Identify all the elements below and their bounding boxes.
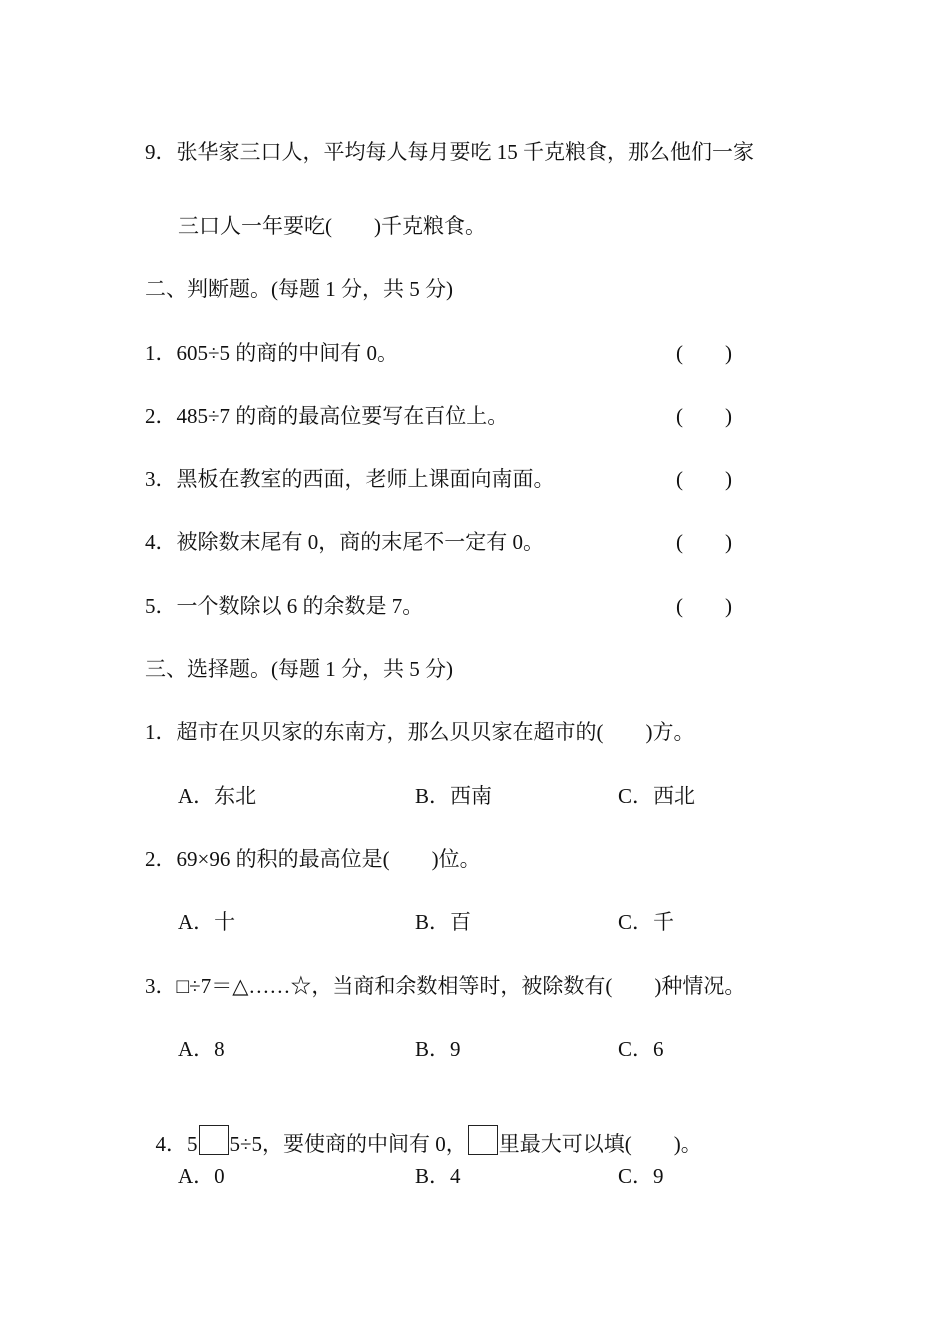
choice-q2-stem: 2．69×96 的积的最高位是( )位。: [145, 847, 481, 871]
choice-q2-option-a[interactable]: A．十: [178, 910, 236, 934]
blank-box: [468, 1125, 498, 1155]
choice-q3-option-b[interactable]: B．9: [415, 1037, 461, 1061]
choice-q3-option-a[interactable]: A．8: [178, 1037, 225, 1061]
judge-answer-3[interactable]: ( ): [676, 467, 732, 491]
choice-q4-option-b[interactable]: B．4: [415, 1164, 461, 1188]
choice-q3-stem: 3．□÷7＝△……☆，当商和余数相等时，被除数有( )种情况。: [145, 974, 746, 998]
judge-answer-4[interactable]: ( ): [676, 530, 732, 554]
judge-item-3: 3．黑板在教室的西面，老师上课面向南面。: [145, 467, 555, 491]
choice-q1-option-c[interactable]: C．西北: [618, 784, 696, 808]
judge-item-2: 2．485÷7 的商的最高位要写在百位上。: [145, 404, 509, 428]
choice-q2-option-c[interactable]: C．千: [618, 910, 675, 934]
choice-q1-option-b[interactable]: B．西南: [415, 784, 493, 808]
choice-q4-option-c[interactable]: C．9: [618, 1164, 664, 1188]
question-9-line-1: 9．张华家三口人，平均每人每月要吃 15 千克粮食，那么他们一家: [145, 140, 754, 164]
choice-q4-stem-part-b: 5÷5，要使商的中间有 0，: [229, 1132, 467, 1156]
choice-q4-stem-part-a: 4．5: [155, 1132, 198, 1156]
blank-box: [199, 1125, 229, 1155]
choice-q4-stem: [145, 1099, 702, 1157]
section-2-heading: 二、判断题。(每题 1 分，共 5 分): [145, 277, 453, 301]
section-3-heading: 三、选择题。(每题 1 分，共 5 分): [145, 657, 453, 681]
choice-q4-option-a[interactable]: A．0: [178, 1164, 225, 1188]
judge-answer-1[interactable]: ( ): [676, 341, 732, 365]
question-9-line-2: 三口人一年要吃( )千克粮食。: [178, 214, 486, 238]
judge-item-5: 5．一个数除以 6 的余数是 7。: [145, 594, 424, 618]
choice-q3-option-c[interactable]: C．6: [618, 1037, 664, 1061]
choice-q1-option-a[interactable]: A．东北: [178, 784, 257, 808]
judge-answer-2[interactable]: ( ): [676, 404, 732, 428]
choice-q4-stem-part-c: 里最大可以填( )。: [498, 1132, 702, 1156]
judge-answer-5[interactable]: ( ): [676, 594, 732, 618]
choice-q1-stem: 1．超市在贝贝家的东南方，那么贝贝家在超市的( )方。: [145, 720, 695, 744]
judge-item-4: 4．被除数末尾有 0，商的末尾不一定有 0。: [145, 530, 544, 554]
choice-q2-option-b[interactable]: B．百: [415, 910, 472, 934]
judge-item-1: 1．605÷5 的商的中间有 0。: [145, 341, 399, 365]
